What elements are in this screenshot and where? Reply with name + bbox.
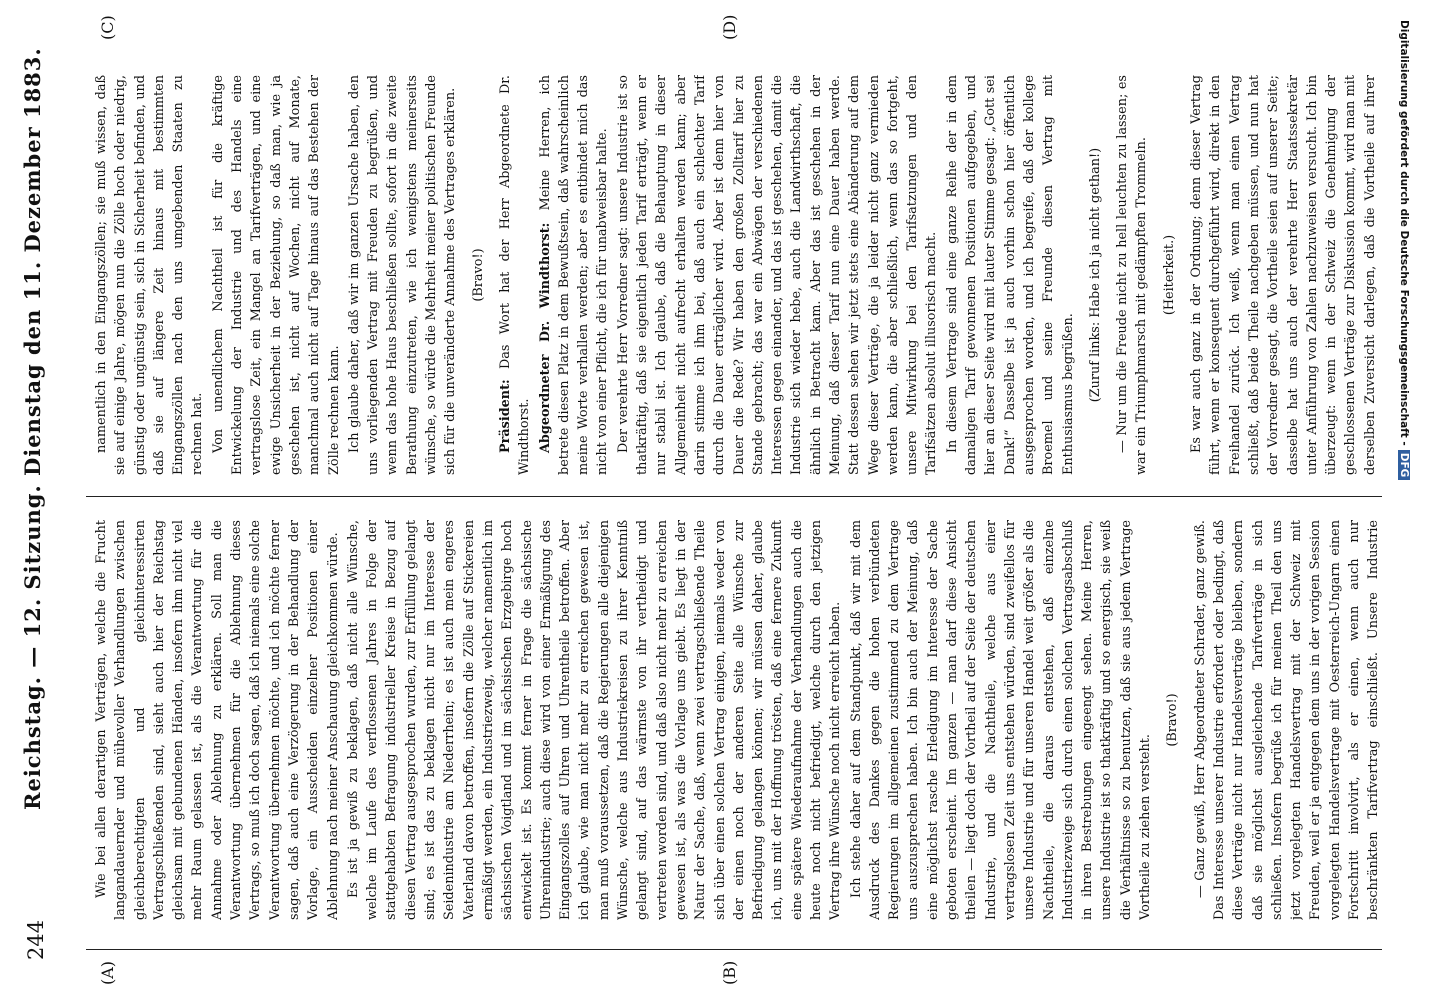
paragraph: Ich stehe daher auf dem Standpunkt, daß wir mit dem Ausdruck des Dankes gegen die hohen verbündeten Regierungen im allgemeinen zustimmend zu dem Vertrage uns auszusprechen haben. Ich bin auch der Meinung, daß eine möglichst rasche Erledigung im Interesse der Sache geboten erscheint. Im ganzen — man darf diese Ansicht theilen — liegt doch der Vortheil auf der Seite der deutschen Industrie, und die Nachtheile, welche aus einer vertragslosen Zeit uns entstehen würden, sind zweifellos für unsere Industrie und für unseren Handel weit größer als die Nachtheile, die daraus entstehen, daß einzelne Industriezweige sich durch einen solchen Vertragsabschluß in ihren Bestrebungen eingeengt sehen. Meine Herren, unsere Industrie ist so thatkräftig und so energisch, sie weiß die Verhältnisse so zu benutzen, daß sie aus jedem Vertrage Vortheile zu ziehen versteht. bbox=[848, 520, 1154, 920]
laughter-note: (Heiterkeit.) bbox=[1161, 234, 1177, 316]
paragraph: Es war auch ganz in der Ordnung; denn dieser Vertrag führt, wenn er konsequent durchgeführt wird, direkt in den Freihandel zurück. Ich weiß, wenn man einen Vertrag schließt, daß beide Theile nachgeben müssen, und nun hat der Vorredner gesagt, die Vortheile seien auf unserer Seite; dasselbe hat uns auch der verehrte Herr Staatssekretär unter Anführung von Zahlen nachzuweisen versucht. Ich bin überzeugt: wenn in der Schweiz die Genehmigung der geschlossenen Verträge zur Diskussion kommt, wird man mit derselben Zuversicht darlegen, daß die Vortheile auf ihrer bbox=[1189, 75, 1378, 475]
paragraph: Wie bei allen derartigen Verträgen, welche die Frucht langandauernder und mühevoller Verhandlungen zwischen gleichberechtigten und gleichinteressirten Vertragschließenden sind, sieht auch hier der Reichstag gleichsam mit gebundenen Händen, insofern ihm nicht viel mehr Raum gelassen ist, als die Verantwortung für die Annahme oder Ablehnung zu erklären. Soll man die Verantwortung übernehmen für die Ablehnung dieses Vertrags, so muß ich doch sagen, daß ich niemals eine solche Verantwortung übernehmen möchte, und ich möchte ferner sagen, daß auch eine Verzögerung in der Behandlung der Vorlage, ein Ausscheiden einzelner Positionen einer Ablehnung nach meiner Anschauung gleichkommen würde. bbox=[94, 520, 341, 920]
speaker-label: Abgeordneter Dr. Windthorst: bbox=[537, 222, 553, 453]
president-label: Präsident: bbox=[497, 379, 513, 453]
president-text: Das Wort hat der Herr Abgeordnete Dr. Windthorst. bbox=[497, 75, 533, 475]
right-column bbox=[92, 75, 1382, 475]
left-margin-rule bbox=[86, 949, 1382, 950]
left-column bbox=[92, 520, 1382, 920]
paragraph: Der verehrte Herr Vorredner sagt: unsere Industrie ist so thatkräftig, daß sie eigentlich jeden Tarif erträgt, wenn er nur stabil ist. Ich glaube, daß die Behauptung in dieser Allgemeinheit nicht aufrecht erhalten werden kann; aber darin stimme ich ihm bei, daß auch ein schlechter Tarif durch die Dauer erträglicher wird. Aber ist denn hier von Dauer die Rede? Wir haben den großen Zolltarif hier zu Stande gebracht; das war ein Abwägen der verschiedenen Interessen gegen einander, und das ist geschehen, damit die Industrie sich wieder hebe, auch die Landwirthschaft, die ähnlich in Betracht kam. Aber das ist geschehen in der Meinung, daß dieser Tarif nun eine Dauer haben werde. Statt dessen sehen wir jetzt stets eine Abänderung auf dem Wege dieser Verträge, die ja leider nicht ganz vermieden werden kann, die aber schließlich, wenn das so fortgeht, unsere Mitwirkung bei den Tarifsatzungen und den Tarifsätzen absolut illusorisch macht. bbox=[615, 75, 940, 475]
paragraph: In diesem Vertrage sind eine ganze Reihe der in dem damaligen Tarif gewonnenen Positionen aufgegeben, und hier an dieser Seite wird mit lauter Stimme gesagt: „Gott sei Dank!“ Dasselbe ist ja auch vorhin schon hier öffentlich ausgesprochen worden, und ich begreife, daß der kollege Broemel und seine Freunde diesen Vertrag mit Enthusiasmus begrüßen. bbox=[944, 75, 1076, 475]
paragraph: Von unendlichem Nachtheil ist für die kräftige Entwickelung der Industrie und des Handels eine vertragslose Zeit, ein Mangel an Tarifverträgen, und eine ewige Unsicherheit in der Beziehung, so daß man, wie ja geschehen ist, nicht auf Wochen, nicht auf Monate, manchmal auch nicht auf Tage hinaus auf das Bestehen der Zölle rechnen kann. bbox=[210, 75, 342, 475]
paragraph: Es ist ja gewiß zu beklagen, daß nicht alle Wünsche, welche im Laufe des verflossenen Jahres in Folge der stattgehabten Befragung industrieller Kreise in Bezug auf diesen Vertrag ausgesprochen wurden, zur Erfüllung gelangt sind; es ist das zu beklagen nicht nur im Interesse der Seidenindustrie am Niederrhein; es ist auch mein engeres Vaterland davon betroffen, insofern die Zölle auf Stickereien ermäßigt werden, ein Industriezweig, welcher namentlich im sächsischen Voigtland und im sächsischen Erzgebirge hoch entwickelt ist. Es kommt ferner in Frage die sächsische Uhrenindustrie; auch diese wird von einer Ermäßigung des Eingangszolles auf Uhren und Uhrentheile betroffen. Aber ich glaube, wie man nicht mehr zu erreichen gewesen ist, man muß voraussetzen, daß die Regierungen alle diejenigen Wünsche, welche aus Industriekreisen zu ihrer Kenntniß gelangt sind, auf das wärmste von ihr vertheidigt und vertreten worden sind, und daß also nicht mehr zu erreichen gewesen ist, als was die Vorlage uns giebt. Es liegt in der Natur der Sache, daß, wenn zwei vertragschließende Theile sich über einen solchen Vertrag einigen, niemals weder von der einen noch der anderen Seite alle Wünsche zur Befriedigung gelangen können; wir müssen daher, glaube ich, uns mit der Hoffnung trösten, daß eine fernere Zukunft eine spätere Wiederaufnahme der Verhandlungen auch die heute noch nicht befriedigt, welche durch den jetzigen Vertrag ihre Wünsche noch nicht erreicht haben. bbox=[345, 520, 844, 920]
margin-marker-c: (C) bbox=[98, 15, 117, 40]
margin-marker-a: (A) bbox=[98, 960, 117, 985]
speaker-text: Meine Herren, ich betrete diesen Platz in dem Bewußtsein, daß wahrscheinlich meine Worte verhallen werden; aber es entbindet mich das nicht von einer Pflicht, die ich für unabweisbar halte. bbox=[537, 75, 611, 475]
paragraph: Ich glaube daher, daß wir im ganzen Ursache haben, den uns vorliegenden Vertrag mit Freuden zu begrüßen, und wenn das hohe Haus beschließen sollte, sofort in die zweite Berathung einzutreten, wie ich wenigstens meinerseits wünsche, so würde die Mehrheit meiner politischen Freunde sich für die unveränderte Annahme des Vertrages erklären. bbox=[346, 75, 459, 475]
column-divider bbox=[86, 496, 1382, 497]
interjection-note: (Zuruf links: Habe ich ja nicht gethan!) bbox=[1087, 147, 1103, 403]
paragraph: — Ganz gewiß, Herr Abgeordneter Schrader, ganz gewiß. Das Interesse unserer Industrie erfordert oder bedingt, daß diese Verträge nicht nur Handelsverträge bleiben, sondern daß sie möglichst ausgleichende Tarifverträge in sich schließen. Insofern begrüße ich für meinen Theil den uns jetzt vorgelegten Handelsvertrag mit der Schweiz mit Freuden, weil er ja entgegen dem uns in der vorigen Session vorgelegten Handelsvertrage mit Oesterreich-Ungarn einen Fortschritt involvirt, als er einen, wenn auch nur beschränkten Tarifvertrag einschließt. Unsere Industrie bbox=[1192, 520, 1382, 920]
president-paragraph bbox=[496, 75, 535, 475]
margin-marker-d: (D) bbox=[720, 14, 739, 40]
applause-note: (Bravo!) bbox=[470, 248, 486, 302]
page-number: 244 bbox=[24, 919, 48, 960]
dfg-logo: DFG bbox=[1398, 450, 1410, 481]
margin-marker-b: (B) bbox=[720, 960, 739, 985]
paragraph: namentlich in den Eingangszöllen; sie muß wissen, daß sie auf einige Jahre, mögen nun die Zölle hoch oder niedrig, günstig oder ungünstig sein, sich in Sicherheit befinden, und daß sie auf längere Zeit hinaus mit bestimmten Eingangszöllen nach den uns umgebenden Staaten zu rechnen hat. bbox=[94, 75, 206, 475]
applause-note: (Bravo!) bbox=[1165, 693, 1181, 747]
digitization-credit bbox=[1392, 20, 1410, 980]
credit-text: Digitalisierung gefördert durch die Deutsche Forschungsgemeinschaft - bbox=[1398, 20, 1410, 446]
page-title: Reichstag. — 12. Sitzung. Dienstag den 11. Dezember 1883. bbox=[20, 47, 45, 810]
page-header bbox=[8, 40, 54, 980]
paragraph: — Nur um die Freude nicht zu hell leuchten zu lassen; es war ein Triumphmarsch mit gedämpften Trommeln. bbox=[1115, 75, 1150, 475]
speaker-paragraph bbox=[536, 75, 613, 475]
